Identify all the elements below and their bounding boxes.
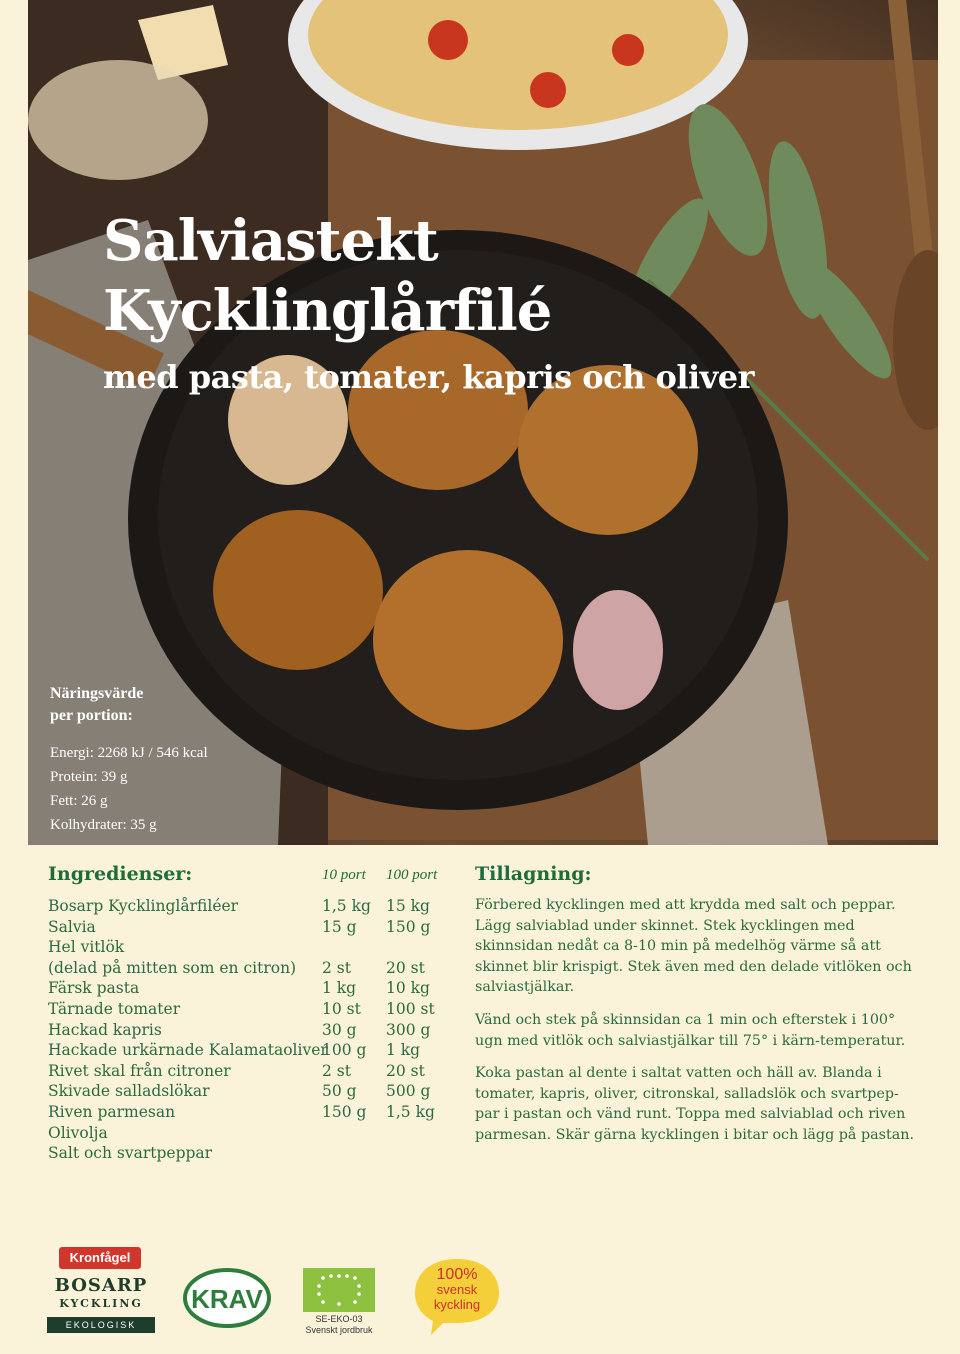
svensk-line3: kyckling bbox=[433, 1297, 481, 1312]
nutrition-item: Kolhydrater: 35 g bbox=[50, 817, 157, 833]
ingredient-name: Olivolja bbox=[48, 1123, 108, 1142]
ingredient-row bbox=[48, 959, 458, 980]
amount-10: 10 st bbox=[322, 999, 361, 1018]
amount-10: 50 g bbox=[322, 1082, 357, 1101]
ingredient-name: Färsk pasta bbox=[48, 979, 140, 998]
ingredient-name: Rivet skal från citroner bbox=[48, 1061, 231, 1080]
ingredient-name: Hel vitlök bbox=[48, 938, 125, 957]
ingredient-row bbox=[48, 918, 458, 939]
column-header-10-port: 10 port bbox=[322, 867, 366, 883]
amount-10: 100 g bbox=[322, 1041, 367, 1060]
ingredient-row bbox=[48, 979, 458, 1000]
amount-100: 300 g bbox=[386, 1020, 431, 1039]
ingredient-row bbox=[48, 1144, 458, 1165]
page-title-line2: Kycklinglårfilé bbox=[103, 278, 552, 344]
ingredient-row bbox=[48, 1000, 458, 1021]
ingredient-name: Hackade urkärnade Kalamataoliver bbox=[48, 1041, 328, 1060]
preparation-paragraph: Förbered kycklingen med att krydda med salt och peppar. Lägg salviablad under skinnet. Stek kycklingen med skinnsidan nedåt ca 8-10 min på medelhög värme så att skinnet blir krispigt. Stek även med den delade vitlöken och salviastjälkar. bbox=[475, 897, 912, 996]
svensk-line1: 100% bbox=[436, 1266, 478, 1283]
preparation-paragraph: Koka pastan al dente i saltat vatten och häll av. Blanda i tomater, kapris, oliver, citronskal, salladslök och svartpep-par i pastan och vänd runt. Toppa med salviablad och riven parmesan. Skär gärna kycklingen i bitar och lägg på pastan. bbox=[475, 1065, 915, 1143]
ingredient-row bbox=[48, 938, 458, 959]
ingredients-table bbox=[48, 897, 458, 1165]
grated-parmesan bbox=[28, 60, 208, 180]
eu-subtitle: Svenskt jordbruk bbox=[305, 1325, 373, 1335]
ingredient-name: Tärnade tomater bbox=[48, 999, 181, 1018]
svensk-line2: svensk bbox=[436, 1282, 478, 1297]
kronfagel-badge: Kronfågel bbox=[59, 1247, 141, 1269]
bosarp-subtitle: KYCKLING bbox=[59, 1297, 143, 1310]
nutrition-heading bbox=[50, 683, 143, 727]
tomato bbox=[428, 20, 468, 60]
amount-10: 2 st bbox=[322, 1061, 351, 1080]
amount-100: 150 g bbox=[386, 917, 431, 936]
preparation-heading: Tillagning: bbox=[475, 863, 592, 885]
preparation-text bbox=[475, 895, 915, 1158]
ingredient-name: Salt och svartpeppar bbox=[48, 1144, 213, 1163]
krav-text: KRAV bbox=[191, 1284, 263, 1314]
amount-100: 1 kg bbox=[386, 1041, 421, 1060]
amount-10: 30 g bbox=[322, 1020, 357, 1039]
amount-100: 500 g bbox=[386, 1082, 431, 1101]
page-title-line1: Salviastekt bbox=[103, 208, 438, 274]
nutrition-item: Energi: 2268 kJ / 546 kcal bbox=[50, 745, 208, 761]
bosarp-ekologisk: EKOLOGISK bbox=[47, 1317, 155, 1333]
ingredient-name: (delad på mitten som en citron) bbox=[48, 958, 297, 977]
ingredient-row bbox=[48, 897, 458, 918]
column-header-100-port: 100 port bbox=[386, 867, 438, 883]
ingredient-row bbox=[48, 1062, 458, 1083]
amount-100: 15 kg bbox=[386, 897, 430, 915]
nutrition-heading-line1: Näringsvärde bbox=[50, 685, 144, 702]
nutrition-item: Fett: 26 g bbox=[50, 793, 108, 809]
ingredient-name: Salvia bbox=[48, 917, 96, 936]
amount-100: 20 st bbox=[386, 1061, 425, 1080]
ingredient-row bbox=[48, 1124, 458, 1145]
eu-leaf-icon bbox=[303, 1268, 375, 1312]
bosarp-logo bbox=[47, 1247, 155, 1335]
amount-10: 1,5 kg bbox=[322, 897, 371, 915]
ingredients-heading: Ingredienser: bbox=[48, 863, 193, 885]
amount-100: 20 st bbox=[386, 958, 425, 977]
ingredient-row bbox=[48, 1041, 458, 1062]
amount-100: 10 kg bbox=[386, 979, 430, 998]
amount-10: 1 kg bbox=[322, 979, 357, 998]
amount-10: 15 g bbox=[322, 917, 357, 936]
hero-photo bbox=[28, 0, 938, 845]
ingredient-row bbox=[48, 1082, 458, 1103]
amount-10: 150 g bbox=[322, 1102, 367, 1121]
ingredient-name: Riven parmesan bbox=[48, 1102, 176, 1121]
ingredient-name: Skivade salladslökar bbox=[48, 1082, 210, 1101]
ingredient-row bbox=[48, 1103, 458, 1124]
amount-100: 1,5 kg bbox=[386, 1102, 435, 1121]
ingredient-name: Bosarp Kycklinglårfiléer bbox=[48, 897, 239, 915]
bosarp-name: BOSARP bbox=[54, 1275, 148, 1296]
krav-logo bbox=[183, 1268, 271, 1328]
food-illustration bbox=[28, 0, 938, 845]
ingredient-name: Hackad kapris bbox=[48, 1020, 162, 1039]
nutrition-heading-line2: per portion: bbox=[50, 707, 133, 724]
tomato bbox=[612, 34, 644, 66]
preparation-paragraph: Vänd och stek på skinnsidan ca 1 min och efterstek i 100° ugn med vitlök och salviastjälkar till 75° i kärn-temperatur. bbox=[475, 1011, 906, 1049]
eu-code: SE-EKO-03 bbox=[315, 1314, 363, 1324]
ingredient-row bbox=[48, 1021, 458, 1042]
nutrition-list bbox=[50, 741, 208, 837]
page-subtitle: med pasta, tomater, kapris och oliver bbox=[103, 358, 754, 396]
svensk-kyckling-badge bbox=[413, 1257, 501, 1335]
nutrition-item: Protein: 39 g bbox=[50, 769, 128, 785]
amount-100: 100 st bbox=[386, 999, 435, 1018]
amount-10: 2 st bbox=[322, 958, 351, 977]
tomato bbox=[530, 72, 566, 108]
eu-organic-logo bbox=[303, 1268, 375, 1338]
